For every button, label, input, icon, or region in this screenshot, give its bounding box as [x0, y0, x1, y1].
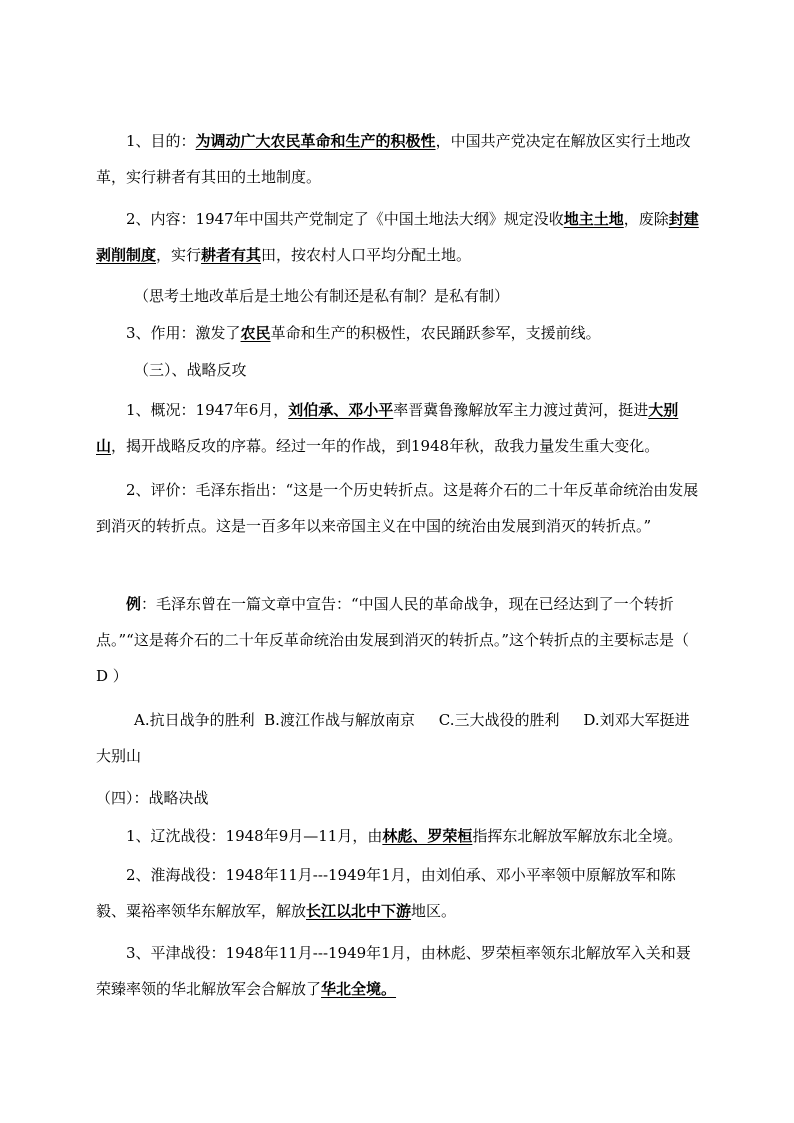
- option-a: A.抗日战争的胜利: [134, 711, 255, 729]
- content-prefix: 2、内容：1947年中国共产党制定了《中国土地法大纲》规定没收: [126, 210, 564, 228]
- example-question: ：毛泽东曾在一篇文章中宣告：“中国人民的革命战争，现在已经达到了一个转折点。”“这是蒋介石的二十年反革命统治由发展到消灭的转折点。”这个转折点的主要标志是（ D ）: [96, 595, 690, 685]
- content-highlight-landlord: 地主土地: [563, 210, 624, 228]
- paragraph-purpose: [96, 123, 700, 195]
- paragraph-example: [96, 586, 700, 694]
- effect-suffix: 革命和生产的积极性，农民踊跃参军，支援前线。: [270, 324, 601, 342]
- paragraph-overview: [96, 392, 700, 464]
- huaihai-prefix: 2、淮海战役：1948年11月---1949年1月，由刘伯承、邓小平率领中原解放军和陈毅、粟裕率领华东解放军，解放: [96, 866, 676, 920]
- section-heading-counteroffensive: （三）、战略反攻: [134, 361, 247, 379]
- purpose-suffix: ，中国共产党决定在解放区实行土地改革，实行耕者有其田的土地制度。: [96, 132, 691, 186]
- liaoshen-suffix: 指挥东北解放军解放东北全境。: [472, 827, 683, 845]
- example-options: [96, 702, 700, 774]
- option-d: D.刘邓大军挺进大别山: [96, 711, 690, 765]
- paragraph-thinking: （思考土地改革后是土地公有制还是私有制？是私有制）: [134, 287, 510, 305]
- liaoshen-prefix: 1、辽沈战役：1948年9月—11月，由: [126, 827, 383, 845]
- content-mid1: ，废除: [623, 210, 669, 228]
- overview-highlight-dabie: 大别山: [96, 401, 679, 455]
- content-mid2: ，实行: [156, 246, 202, 264]
- huaihai-suffix: 地区。: [411, 902, 457, 920]
- section-heading-decisive: （四）：战略决战: [96, 789, 209, 807]
- overview-prefix: 1、概况：1947年6月，: [126, 401, 289, 419]
- liaoshen-highlight: 林彪、罗荣桓: [382, 827, 473, 845]
- effect-prefix: 3、作用：激发了: [126, 324, 241, 342]
- content-suffix: 田，按农村人口平均分配土地。: [261, 246, 472, 264]
- option-b: B.渡江作战与解放南京: [264, 711, 415, 729]
- example-label: 例: [126, 595, 142, 613]
- paragraph-content: [96, 201, 700, 273]
- paragraph-evaluation: 2、评价：毛泽东指出：“这是一个历史转折点。这是蒋介石的二十年反革命统治由发展到消灭的转折点。这是一百多年以来帝国主义在中国的统治由发展到消灭的转折点。”: [96, 481, 699, 535]
- overview-suffix: ，揭开战略反攻的序幕。经过一年的作战，到1948年秋，敌我力量发生重大变化。: [111, 437, 660, 455]
- paragraph-effect: [96, 315, 700, 351]
- overview-highlight-leaders: 刘伯承、邓小平: [288, 401, 394, 419]
- pingjin-highlight: 华北全境。: [321, 980, 397, 998]
- paragraph-pingjin: [96, 935, 700, 1007]
- content-highlight-feudal: 封建剥削制度: [96, 210, 699, 264]
- paragraph-liaoshen: [96, 818, 700, 854]
- purpose-highlight: 为调动广大农民革命和生产的积极性: [195, 132, 436, 150]
- overview-mid: 率晋冀鲁豫解放军主力渡过黄河，挺进: [393, 401, 649, 419]
- huaihai-highlight: 长江以北中下游: [306, 902, 412, 920]
- purpose-prefix: 1、目的：: [126, 132, 196, 150]
- paragraph-huaihai: [96, 857, 700, 929]
- pingjin-prefix: 3、平津战役：1948年11月---1949年1月，由林彪、罗荣桓率领东北解放军入关和聂荣臻率领的华北解放军会合解放了: [96, 944, 691, 998]
- effect-highlight: 农民: [240, 324, 271, 342]
- option-c: C.三大战役的胜利: [438, 711, 560, 729]
- content-highlight-tiller: 耕者有其: [201, 246, 262, 264]
